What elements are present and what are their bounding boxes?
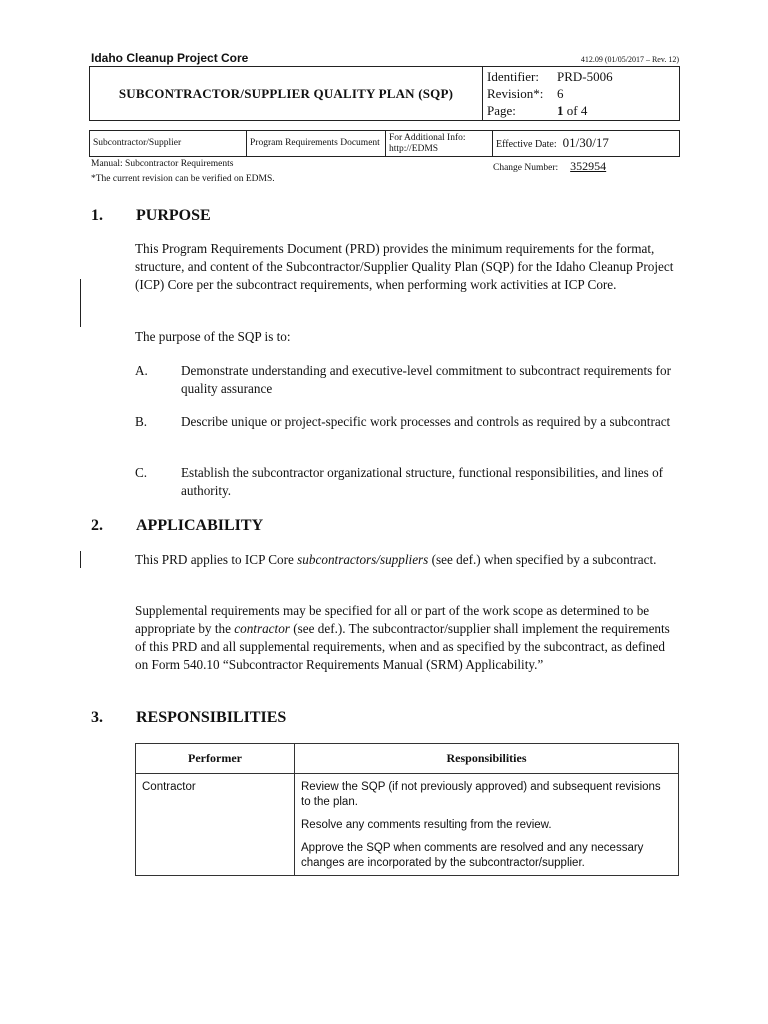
applicability-paragraph-1 bbox=[135, 551, 680, 569]
defined-term: contractor bbox=[234, 621, 290, 636]
meta-row bbox=[89, 130, 680, 157]
revision-label: Revision*: bbox=[487, 86, 544, 101]
section-title: APPLICABILITY bbox=[136, 517, 264, 534]
defined-term: subcontractors/suppliers bbox=[297, 552, 429, 567]
page-total: of 4 bbox=[566, 103, 588, 118]
meta-effective-date bbox=[493, 131, 680, 157]
performer-cell: Contractor bbox=[136, 774, 295, 876]
change-bar bbox=[80, 279, 81, 327]
identifier-value: PRD-5006 bbox=[557, 69, 613, 84]
applicability-paragraph-2 bbox=[135, 602, 680, 674]
responsibilities-table bbox=[135, 743, 679, 876]
change-number-value: 352954 bbox=[570, 159, 607, 173]
column-header-performer: Performer bbox=[136, 744, 295, 774]
meta-additional-info: For Additional Info: http://EDMS bbox=[386, 131, 493, 157]
section-title: PURPOSE bbox=[136, 207, 211, 224]
text-run: (see def.). The subcontractor/supplier shall implement the requirements of this PRD and all supplemental requirements, when and as specified by the subcontract, as defined on Form 540.10 “Subcontractor Requirements Manual (SRM) Applicability.” bbox=[135, 621, 670, 672]
identifier-label: Identifier: bbox=[487, 69, 539, 84]
manual-line: Manual: Subcontractor Requirements bbox=[91, 159, 234, 169]
text-run: (see def.) when specified by a subcontract. bbox=[428, 552, 657, 567]
revision-value: 6 bbox=[557, 86, 564, 101]
table-row bbox=[136, 774, 679, 876]
change-number-label: Change Number: bbox=[493, 163, 559, 173]
responsibilities-cell bbox=[295, 774, 679, 876]
item-text: Describe unique or project-specific work processes and controls as required by a subcontract bbox=[181, 414, 671, 429]
item-letter: A. bbox=[135, 363, 148, 378]
effective-date-label: Effective Date: bbox=[496, 138, 557, 150]
change-bar bbox=[80, 551, 81, 568]
meta-subcontractor: Subcontractor/Supplier bbox=[90, 131, 247, 157]
page-label: Page: bbox=[487, 103, 516, 118]
section-number: 2. bbox=[91, 517, 103, 534]
purpose-item-a bbox=[135, 362, 680, 398]
effective-date-value: 01/30/17 bbox=[562, 134, 609, 150]
item-letter: C. bbox=[135, 465, 148, 480]
responsibility-item: Resolve any comments resulting from the review. bbox=[301, 819, 552, 831]
title-block bbox=[89, 66, 680, 121]
table-header-row bbox=[136, 744, 679, 774]
change-number bbox=[493, 159, 606, 174]
document-title: SUBCONTRACTOR/SUPPLIER QUALITY PLAN (SQP) bbox=[90, 67, 483, 121]
responsibility-item: Approve the SQP when comments are resolved and any necessary changes are incorporated by the subcontractor/supplier. bbox=[301, 842, 644, 869]
form-number: 412.09 (01/05/2017 – Rev. 12) bbox=[580, 55, 679, 64]
item-letter: B. bbox=[135, 414, 148, 429]
section-number: 1. bbox=[91, 207, 103, 224]
organization-name: Idaho Cleanup Project Core bbox=[91, 51, 249, 65]
section-title: RESPONSIBILITIES bbox=[136, 709, 287, 726]
identifier-box bbox=[483, 67, 680, 121]
column-header-responsibilities: Responsibilities bbox=[295, 744, 679, 774]
purpose-item-c bbox=[135, 464, 680, 500]
purpose-intro: The purpose of the SQP is to: bbox=[135, 329, 291, 344]
text-run: This PRD applies to ICP Core bbox=[135, 552, 298, 567]
text-run: Supplemental requirements may be specified for all or part of the work scope as determined to be appropriate by the bbox=[135, 603, 650, 636]
current-revision-note: *The current revision can be verified on EDMS. bbox=[91, 174, 275, 184]
page-current: 1 bbox=[557, 103, 564, 118]
purpose-item-b bbox=[135, 413, 680, 449]
meta-program-requirements: Program Requirements Document bbox=[247, 131, 386, 157]
responsibility-item: Review the SQP (if not previously approved) and subsequent revisions to the plan. bbox=[301, 781, 661, 808]
item-text: Establish the subcontractor organizational structure, functional responsibilities, and lines of authority. bbox=[181, 465, 664, 498]
section-number: 3. bbox=[91, 709, 103, 726]
item-text: Demonstrate understanding and executive-level commitment to subcontract requirements for quality assurance bbox=[181, 363, 671, 396]
purpose-paragraph: This Program Requirements Document (PRD) provides the minimum requirements for the format, structure, and content of the Subcontractor/Supplier Quality Plan (SQP) for the Idaho Cleanup Project (ICP) Core per the subcontract requirements, when performing work activities at ICP Core. bbox=[135, 241, 674, 292]
